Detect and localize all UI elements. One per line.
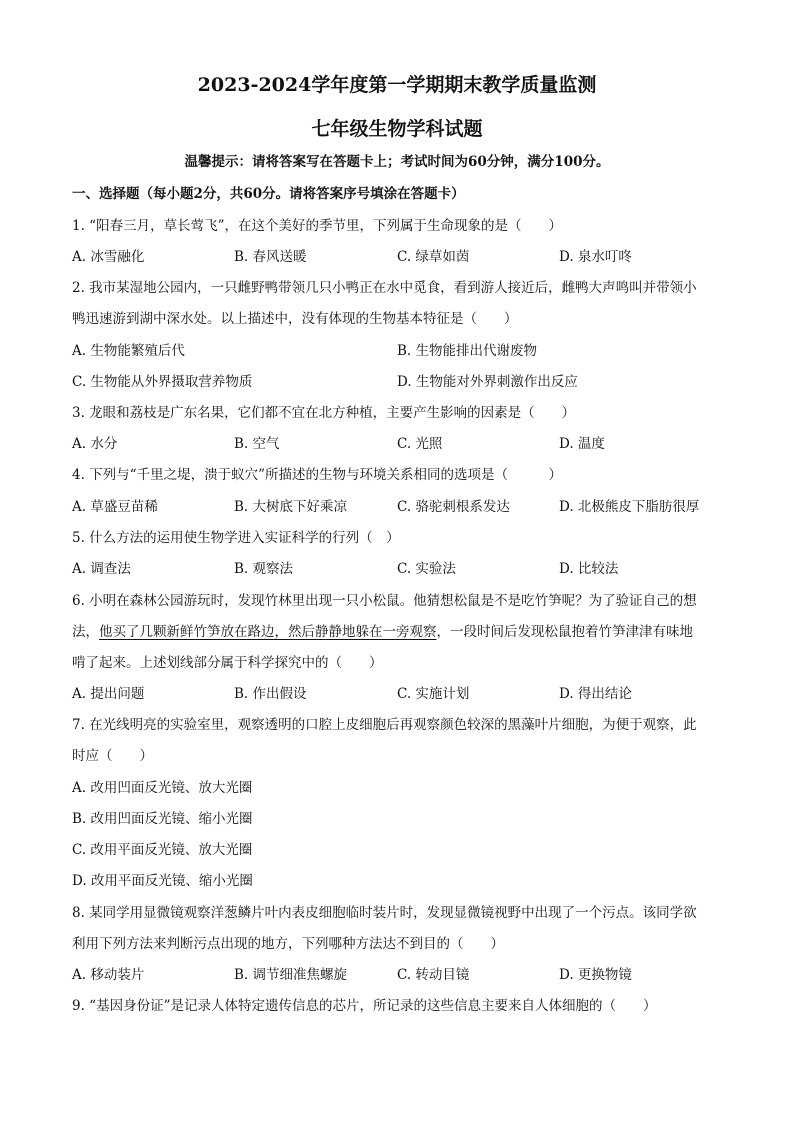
q4-option-c: C. 骆驼刺根系发达 — [397, 499, 510, 515]
q5-option-b: B. 观察法 — [234, 561, 294, 577]
q1-option-a: A. 冰雪融化 — [72, 249, 145, 265]
q8-option-c: C. 转动目镜 — [397, 967, 470, 983]
question-8-line-2: 利用下列方法来判断污点出现的地方，下列哪种方法达不到目的（ ） — [72, 936, 504, 952]
q4-option-b: B. 大树底下好乘凉 — [234, 499, 348, 515]
question-4: 4. 下列与“千里之堤，溃于蚁穴”所描述的生物与环境关系相同的选项是（ ） — [72, 467, 562, 483]
q5-option-a: A. 调查法 — [72, 561, 131, 577]
exam-tip: 温馨提示：请将答案写在答题卡上；考试时间为60分钟，满分100分。 — [184, 154, 610, 170]
q7-option-d: D. 改用平面反光镜、缩小光圈 — [72, 873, 253, 889]
q6-underlined-text: 他买了几颗新鲜竹笋放在路边，然后静静地躲在一旁观察 — [99, 624, 437, 640]
q1-option-d: D. 泉水叮咚 — [559, 249, 632, 265]
question-6-line-2 — [72, 620, 722, 640]
question-1: 1. “阳春三月，草长莺飞”，在这个美好的季节里，下列属于生命现象的是（ ） — [72, 218, 562, 234]
q3-option-a: A. 水分 — [72, 436, 118, 452]
q2-option-a: A. 生物能繁殖后代 — [72, 343, 185, 359]
q6-option-d: D. 得出结论 — [559, 686, 632, 702]
q2-option-c: C. 生物能从外界摄取营养物质 — [72, 374, 253, 390]
question-2-line-2: 鸭迅速游到湖中深水处。以上描述中，没有体现的生物基本特征是（ ） — [72, 311, 518, 327]
q7-option-b: B. 改用凹面反光镜、缩小光圈 — [72, 811, 253, 827]
q8-option-b: B. 调节细准焦螺旋 — [234, 967, 348, 983]
q3-option-b: B. 空气 — [234, 436, 280, 452]
question-7-line-2: 时应（ ） — [72, 748, 153, 764]
q6-option-a: A. 提出问题 — [72, 686, 145, 702]
question-3: 3. 龙眼和荔枝是广东名果，它们都不宜在北方种植，主要产生影响的因素是（ ） — [72, 405, 576, 421]
q5-option-d: D. 比较法 — [559, 561, 619, 577]
question-2-line-1: 2. 我市某湿地公园内，一只雌野鸭带领几只小鸭正在水中觅食，看到游人接近后，雌鸭大声鸣叫并带领小 — [72, 280, 697, 296]
q1-option-b: B. 春风送暖 — [234, 249, 307, 265]
q6-text-post: ，一段时间后发现松鼠抱着竹笋津津有味地 — [436, 624, 693, 640]
question-5: 5. 什么方法的运用使生物学进入实证科学的行列（ ） — [72, 530, 400, 546]
exam-subtitle: 七年级生物学科试题 — [311, 118, 483, 140]
q2-option-d: D. 生物能对外界刺激作出反应 — [397, 374, 578, 390]
q8-option-d: D. 更换物镜 — [559, 967, 632, 983]
question-8-line-1: 8. 某同学用显微镜观察洋葱鳞片叶内表皮细胞临时装片时，发现显微镜视野中出现了一个污点。该同学欲 — [72, 905, 697, 921]
question-9: 9. “基因身份证”是记录人体特定遗传信息的芯片，所记录的这些信息主要来自人体细胞的（ ） — [72, 998, 657, 1014]
q7-option-c: C. 改用平面反光镜、放大光圈 — [72, 842, 253, 858]
q3-option-c: C. 光照 — [397, 436, 443, 452]
question-7-line-1: 7. 在光线明亮的实验室里，观察透明的口腔上皮细胞后再观察颜色较深的黑藻叶片细胞，为便于观察，此 — [72, 717, 697, 733]
exam-title: 2023-2024学年度第一学期期末教学质量监测 — [197, 74, 597, 96]
q6-option-c: C. 实施计划 — [397, 686, 470, 702]
q6-option-b: B. 作出假设 — [234, 686, 307, 702]
q1-option-c: C. 绿草如茵 — [397, 249, 470, 265]
q4-option-a: A. 草盛豆苗稀 — [72, 499, 158, 515]
question-6-line-3: 啃了起来。上述划线部分属于科学探究中的（ ） — [72, 655, 383, 671]
question-6-line-1: 6. 小明在森林公园游玩时，发现竹林里出现一只小松鼠。他猜想松鼠是不是吃竹笋呢？为了验证自己的想 — [72, 593, 697, 609]
q8-option-a: A. 移动装片 — [72, 967, 145, 983]
q6-text-pre: 法， — [72, 624, 99, 640]
q3-option-d: D. 温度 — [559, 436, 605, 452]
q2-option-b: B. 生物能排出代谢废物 — [397, 343, 538, 359]
section-heading: 一、选择题（每小题2分，共60分。请将答案序号填涂在答题卡） — [72, 186, 465, 202]
q7-option-a: A. 改用凹面反光镜、放大光圈 — [72, 780, 253, 796]
q4-option-d: D. 北极熊皮下脂肪很厚 — [559, 499, 700, 515]
q5-option-c: C. 实验法 — [397, 561, 456, 577]
